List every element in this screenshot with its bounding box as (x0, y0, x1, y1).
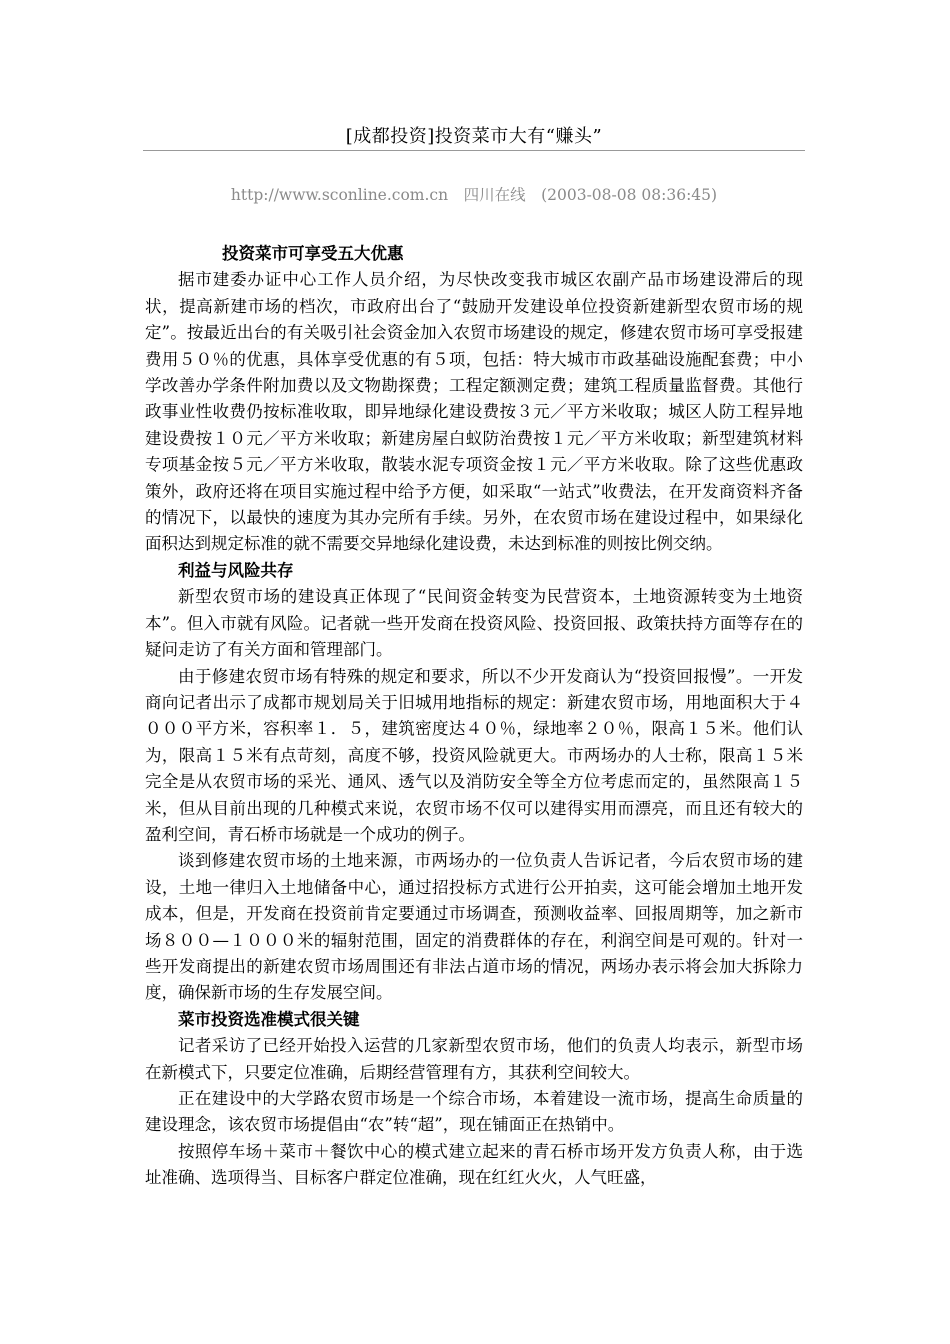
source-line: http://www.sconline.com.cn 四川在线 (2003-08-08 08:36:45) (230, 186, 718, 204)
body-paragraph: 记者采访了已经开始投入运营的几家新型农贸市场，他们的负责人均表示，新型市场在新模式下，只要定位准确，后期经营管理有方，其获利空间较大。 (145, 1036, 803, 1082)
body-paragraph: 由于修建农贸市场有特殊的规定和要求，所以不少开发商认为“投资回报慢”。一开发商向记者出示了成都市规划局关于旧城用地指标的规定：新建农贸市场，用地面积大于４０００平方米，容积率１．５，建筑密度达４０％，绿地率２０％，限高１５米。他们认为，限高１５米有点苛刻，高度不够，投资风险就更大。市两场办的人士称，限高１５米完全是从农贸市场的采光、通风、透气以及消防安全等全方位考虑而定的，虽然限高１５米，但从目前出现的几种模式来说，农贸市场不仅可以建得实用而漂亮，而且还有较大的盈利空间，青石桥市场就是一个成功的例子。 (145, 666, 803, 844)
article-title: [成都投资]投资菜市大有“赚头” (345, 126, 603, 147)
article-body (145, 241, 803, 1192)
title-divider (143, 150, 805, 151)
body-paragraph: 据市建委办证中心工作人员介绍，为尽快改变我市城区农副产品市场建设滞后的现状，提高新建市场的档次，市政府出台了“鼓励开发建设单位投资新建新型农贸市场的规定”。按最近出台的有关吸引社会资金加入农贸市场建设的规定，修建农贸市场可享受报建费用５０％的优惠，具体享受优惠的有５项，包括：特大城市市政基础设施配套费；中小学改善办学条件附加费以及文物勘探费；工程定额测定费；建筑工程质量监督费。其他行政事业性收费仍按标准收取，即异地绿化建设费按３元／平方米收取；城区人防工程异地建设费按１０元／平方米收取；新建房屋白蚁防治费按１元／平方米收取；新型建筑材料专项基金按５元／平方米收取，散装水泥专项资金按１元／平方米收取。除了这些优惠政策外，政府还将在项目实施过程中给予方便，如采取“一站式”收费法，在开发商资料齐备的情况下，以最快的速度为其办完所有手续。另外，在农贸市场在建设过程中，如果绿化面积达到规定标准的就不需要交异地绿化建设费，未达到标准的则按比例交纳。 (145, 270, 803, 554)
section-heading: 菜市投资选准模式很关键 (178, 1009, 360, 1029)
body-paragraph: 谈到修建农贸市场的土地来源，市两场办的一位负责人告诉记者，今后农贸市场的建设，土地一律归入土地储备中心，通过招投标方式进行公开拍卖，这可能会增加土地开发成本，但是，开发商在投资前肯定要通过市场调查，预测收益率、回报周期等，加之新市场８００—１０００米的辐射范围，固定的消费群体的存在，利润空间是可观的。针对一些开发商提出的新建农贸市场周围还有非法占道市场的情况，两场办表示将会加大拆除力度，确保新市场的生存发展空间。 (145, 851, 803, 1003)
body-paragraph: 正在建设中的大学路农贸市场是一个综合市场，本着建设一流市场，提高生命质量的建设理念，该农贸市场提倡由“农”转“超”，现在铺面正在热销中。 (145, 1089, 803, 1135)
body-paragraph: 新型农贸市场的建设真正体现了“民间资金转变为民营资本，土地资源转变为土地资本”。但入市就有风险。记者就一些开发商在投资风险、投资回报、政策扶持方面等存在的疑问走访了有关方面和管理部门。 (145, 587, 803, 660)
body-paragraph: 按照停车场＋菜市＋餐饮中心的模式建立起来的青石桥市场开发方负责人称，由于选址准确、选项得当、目标客户群定位准确，现在红红火火，人气旺盛， (145, 1141, 803, 1188)
section-heading: 投资菜市可享受五大优惠 (222, 244, 404, 263)
section-heading: 利益与风险共存 (178, 560, 294, 580)
